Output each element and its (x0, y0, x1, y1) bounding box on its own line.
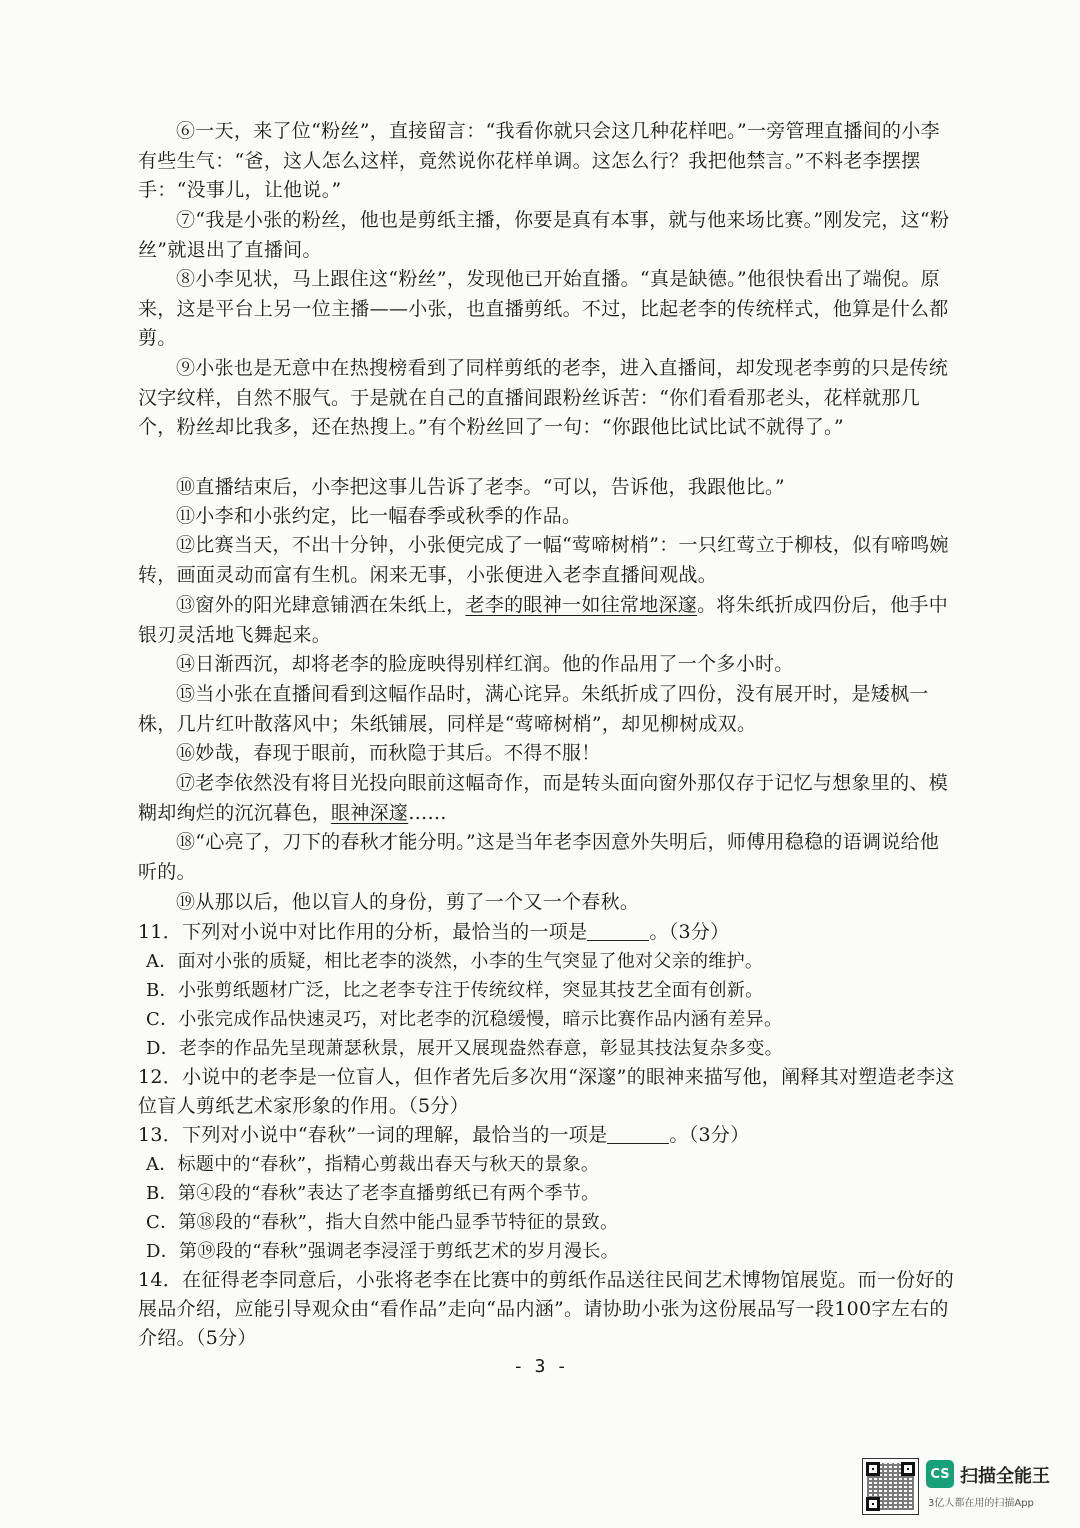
paragraph-7: ⑦“我是小张的粉丝，他也是剪纸主播，你要是真有本事，就与他来场比赛。”刚发完，这“粉丝”就退出了直播间。 (138, 209, 950, 261)
paragraph-12: ⑫比赛当天，不出十分钟，小张便完成了一幅“莺啼树梢”：一只红莺立于柳枝，似有啼鸣婉转，画面灵动而富有生机。闲来无事，小张便进入老李直播间观战。 (138, 534, 949, 586)
underlined-phrase-deep-eyes: 老李的眼神一如往常地深邃 (465, 594, 698, 616)
question-12: 12．小说中的老李是一位盲人，但作者先后多次用“深邃”的眼神来描写他，阐释其对塑造老李这位盲人剪纸艺术家形象的作用。（5分） (138, 1066, 955, 1117)
paragraph-17 (138, 769, 958, 828)
paragraph-16: ⑯妙哉，春现于眼前，而秋隐于其后。不得不服！ (176, 742, 601, 764)
question-11-stem-b: 。（3分） (649, 921, 730, 943)
paragraph-9: ⑨小张也是无意中在热搜榜看到了同样剪纸的老李，进入直播间，却发现老李剪的只是传统汉字纹样，自然不服气。于是就在自己的直播间跟粉丝诉苦：“你们看看那老头，花样就那几个，粉丝却比我多，还在热搜上。”有个粉丝回了一句：“你跟他比试比试不就得了。” (138, 357, 949, 438)
paragraph-13 (138, 591, 958, 650)
question-13-option-b: B．第④段的“春秋”表达了老李直播剪纸已有两个季节。 (146, 1183, 600, 1204)
question-11-stem-a: 11．下列对小说中对比作用的分析，最恰当的一项是 (138, 921, 588, 943)
question-13-option-a: A．标题中的“春秋”，指精心剪裁出春天与秋天的景象。 (146, 1154, 600, 1175)
paragraph-13-text-b: 。将朱纸折成四份后，他手中银刃灵活地飞舞起来。 (138, 594, 949, 646)
question-13-option-c: C．第⑱段的“春秋”，指大自然中能凸显季节特征的景致。 (146, 1212, 619, 1233)
paragraph-6: ⑥一天，来了位“粉丝”，直接留言：“我看你就只会这几种花样吧。”一旁管理直播间的小李有些生气：“爸，这人怎么这样，竟然说你花样单调。这怎么行？我把他禁言。”不料老李摆摆手：“没事儿，让他说。” (138, 120, 940, 201)
paragraph-15: ⑮当小张在直播间看到这幅作品时，满心诧异。朱纸折成了四份，没有展开时，是矮枫一株，几片红叶散落风中；朱纸铺展，同样是“莺啼树梢”，却见柳树成双。 (138, 683, 929, 735)
scanner-app-name: 扫描全能王 (960, 1466, 1050, 1487)
question-13-stem-a: 13．下列对小说中“春秋”一词的理解，最恰当的一项是 (138, 1124, 608, 1146)
question-13-stem (138, 1121, 958, 1150)
paragraph-14: ⑭日渐西沉，却将老李的脸庞映得别样红润。他的作品用了一个多小时。 (176, 653, 794, 675)
question-11-option-a: A．面对小张的质疑，相比老李的淡然，小李的生气突显了他对父亲的维护。 (146, 951, 764, 972)
paragraph-19: ⑲从那以后，他以盲人的身份，剪了一个又一个春秋。 (176, 891, 640, 913)
paragraph-13-text-a: ⑬窗外的阳光肆意铺洒在朱纸上， (176, 594, 466, 616)
paragraph-17-text-b: …… (408, 801, 447, 824)
question-11-stem (138, 918, 958, 947)
answer-blank-11 (587, 922, 649, 941)
answer-blank-13 (607, 1125, 669, 1144)
question-11-option-c: C．小张完成作品快速灵巧，对比老李的沉稳缓慢，暗示比赛作品内涵有差异。 (146, 1009, 783, 1030)
paragraph-10: ⑩直播结束后，小李把这事儿告诉了老李。“可以，告诉他，我跟他比。” (176, 476, 785, 498)
question-14: 14．在征得老李同意后，小张将老李在比赛中的剪纸作品送往民间艺术博物馆展览。而一份好的展品介绍，应能引导观众由“看作品”走向“品内涵”。请协助小张为这份展品写一段100字左右的介绍。（5分） (138, 1269, 955, 1349)
question-11-option-b: B．小张剪纸题材广泛，比之老李专注于传统纹样，突显其技艺全面有创新。 (146, 980, 764, 1001)
scanner-app-logo-icon: CS (926, 1460, 954, 1488)
question-13-stem-b: 。（3分） (669, 1124, 750, 1146)
underlined-phrase-deep-gaze: 眼神深邃 (331, 801, 409, 824)
paragraph-11: ⑪小李和小张约定，比一幅春季或秋季的作品。 (176, 505, 582, 527)
question-13-option-d: D．第⑲段的“春秋”强调老李浸淫于剪纸艺术的岁月漫长。 (146, 1241, 619, 1262)
paragraph-18: ⑱“心亮了，刀下的春秋才能分明。”这是当年老李因意外失明后，师傅用稳稳的语调说给他听的。 (138, 831, 940, 883)
paragraph-17-text-a: ⑰老李依然没有将目光投向眼前这幅奇作，而是转头面向窗外那仅存于记忆与想象里的、模糊却绚烂的沉沉暮色， (138, 772, 949, 824)
page-number: - 3 - (512, 1356, 568, 1377)
qr-code-icon (862, 1458, 919, 1515)
question-11-option-d: D．老李的作品先呈现萧瑟秋景，展开又展现盎然春意，彰显其技法复杂多变。 (146, 1038, 783, 1059)
scanner-app-tagline: 3亿人都在用的扫描App (928, 1498, 1034, 1509)
paragraph-8: ⑧小李见状，马上跟住这“粉丝”，发现他已开始直播。“真是缺德。”他很快看出了端倪。原来，这是平台上另一位主播——小张，也直播剪纸。不过，比起老李的传统样式，他算是什么都剪。 (138, 268, 949, 349)
